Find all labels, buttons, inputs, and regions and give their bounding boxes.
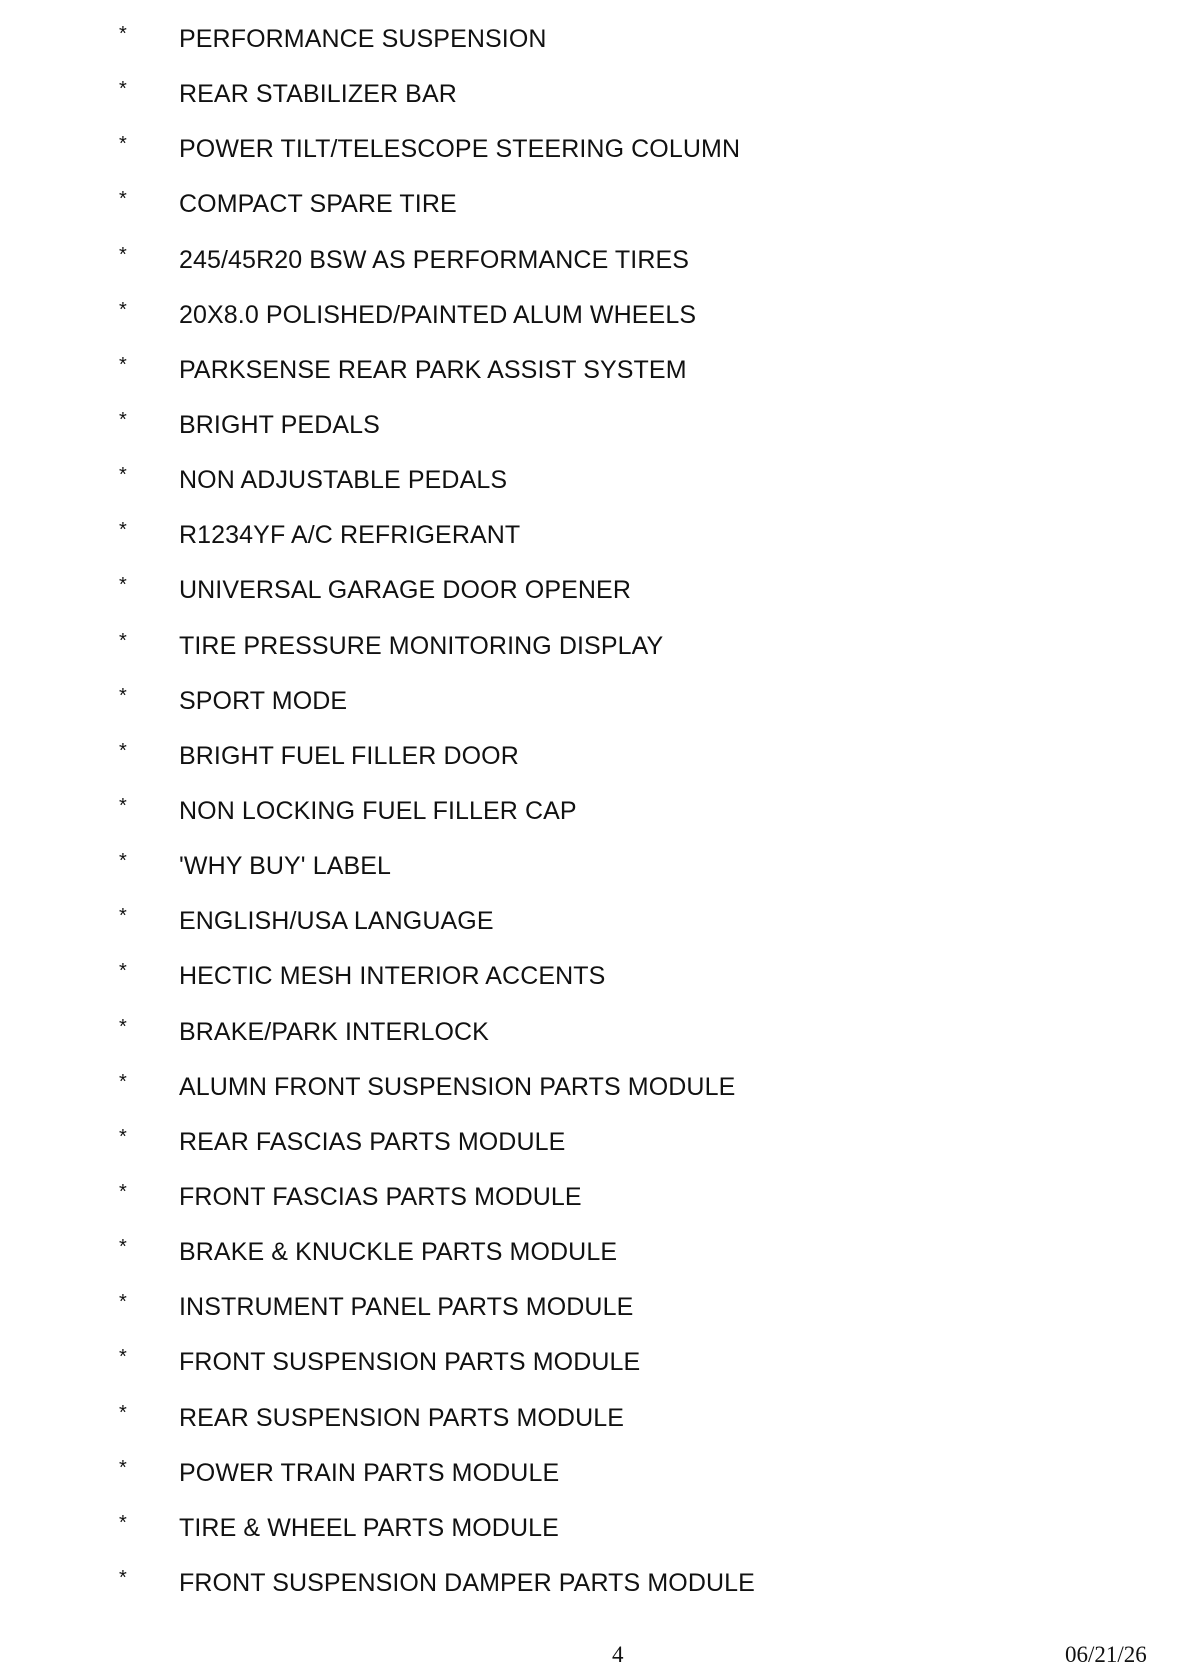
feature-list: [0, 24, 1194, 1623]
bullet-marker: *: [119, 188, 127, 211]
bullet-marker: *: [119, 1511, 127, 1534]
feature-text: ALUMN FRONT SUSPENSION PARTS MODULE: [179, 1072, 736, 1101]
bullet-marker: *: [119, 1291, 127, 1314]
list-item: [0, 796, 1194, 851]
list-item: [0, 300, 1194, 355]
feature-text: BRAKE/PARK INTERLOCK: [179, 1017, 489, 1046]
list-item: [0, 1127, 1194, 1182]
page-number: 4: [612, 1642, 624, 1667]
bullet-marker: *: [119, 1070, 127, 1093]
feature-text: SPORT MODE: [179, 686, 348, 715]
bullet-marker: *: [119, 78, 127, 101]
list-item: [0, 741, 1194, 796]
feature-text: PERFORMANCE SUSPENSION: [179, 25, 547, 53]
feature-text: INSTRUMENT PANEL PARTS MODULE: [179, 1293, 634, 1322]
list-item: [0, 24, 1194, 79]
bullet-marker: *: [119, 574, 127, 597]
list-item: [0, 79, 1194, 134]
feature-text: BRAKE & KNUCKLE PARTS MODULE: [179, 1238, 618, 1267]
list-item: [0, 1182, 1194, 1237]
list-item: [0, 631, 1194, 686]
bullet-marker: *: [119, 1125, 127, 1148]
bullet-marker: *: [119, 519, 127, 542]
feature-text: POWER TRAIN PARTS MODULE: [179, 1458, 560, 1487]
feature-text: 20X8.0 POLISHED/PAINTED ALUM WHEELS: [179, 300, 697, 329]
bullet-marker: *: [119, 960, 127, 983]
feature-text: NON ADJUSTABLE PEDALS: [179, 466, 508, 495]
feature-text: REAR FASCIAS PARTS MODULE: [179, 1127, 566, 1156]
bullet-marker: *: [119, 408, 127, 431]
bullet-marker: *: [119, 464, 127, 487]
bullet-marker: *: [119, 243, 127, 266]
list-item: [0, 1347, 1194, 1402]
feature-text: TIRE PRESSURE MONITORING DISPLAY: [179, 631, 664, 660]
list-item: [0, 520, 1194, 575]
list-item: [0, 1292, 1194, 1347]
list-item: [0, 575, 1194, 630]
bullet-marker: *: [119, 850, 127, 873]
feature-text: REAR STABILIZER BAR: [179, 80, 457, 109]
feature-text: UNIVERSAL GARAGE DOOR OPENER: [179, 576, 631, 605]
list-item: [0, 961, 1194, 1016]
list-item: [0, 189, 1194, 244]
feature-text: NON LOCKING FUEL FILLER CAP: [179, 796, 577, 825]
feature-text: FRONT SUSPENSION PARTS MODULE: [179, 1348, 641, 1377]
feature-text: PARKSENSE REAR PARK ASSIST SYSTEM: [179, 355, 687, 384]
bullet-marker: *: [119, 298, 127, 321]
list-item: [0, 245, 1194, 300]
bullet-marker: *: [119, 1346, 127, 1369]
bullet-marker: *: [119, 739, 127, 762]
feature-text: POWER TILT/TELESCOPE STEERING COLUMN: [179, 135, 741, 164]
bullet-marker: *: [119, 1401, 127, 1424]
bullet-marker: *: [119, 353, 127, 376]
bullet-marker: *: [119, 905, 127, 928]
list-item: [0, 1237, 1194, 1292]
bullet-marker: *: [119, 1456, 127, 1479]
feature-text: 245/45R20 BSW AS PERFORMANCE TIRES: [179, 245, 690, 274]
list-item: [0, 1403, 1194, 1458]
list-item: [0, 465, 1194, 520]
feature-text: ENGLISH/USA LANGUAGE: [179, 907, 494, 936]
bullet-marker: *: [119, 1236, 127, 1259]
bullet-marker: *: [119, 1180, 127, 1203]
feature-text: REAR SUSPENSION PARTS MODULE: [179, 1403, 625, 1432]
list-item: [0, 1458, 1194, 1513]
list-item: [0, 906, 1194, 961]
list-item: [0, 1072, 1194, 1127]
bullet-marker: *: [119, 1566, 127, 1589]
bullet-marker: *: [119, 1015, 127, 1038]
list-item: [0, 686, 1194, 741]
feature-text: HECTIC MESH INTERIOR ACCENTS: [179, 962, 606, 991]
bullet-marker: *: [119, 629, 127, 652]
bullet-marker: *: [119, 794, 127, 817]
feature-text: BRIGHT FUEL FILLER DOOR: [179, 741, 519, 770]
list-item: [0, 1017, 1194, 1072]
bullet-marker: *: [119, 133, 127, 156]
list-item: [0, 1568, 1194, 1623]
feature-text: TIRE & WHEEL PARTS MODULE: [179, 1513, 559, 1542]
list-item: [0, 1513, 1194, 1568]
feature-text: FRONT FASCIAS PARTS MODULE: [179, 1182, 582, 1211]
feature-text: BRIGHT PEDALS: [179, 410, 380, 439]
list-item: [0, 410, 1194, 465]
feature-text: FRONT SUSPENSION DAMPER PARTS MODULE: [179, 1568, 755, 1597]
bullet-marker: *: [119, 23, 127, 45]
feature-text: 'WHY BUY' LABEL: [179, 852, 392, 881]
bullet-marker: *: [119, 684, 127, 707]
feature-text: COMPACT SPARE TIRE: [179, 190, 457, 219]
feature-text: R1234YF A/C REFRIGERANT: [179, 521, 521, 550]
list-item: [0, 355, 1194, 410]
footer-date: 06/21/26: [1065, 1642, 1147, 1667]
list-item: [0, 851, 1194, 906]
list-item: [0, 134, 1194, 189]
